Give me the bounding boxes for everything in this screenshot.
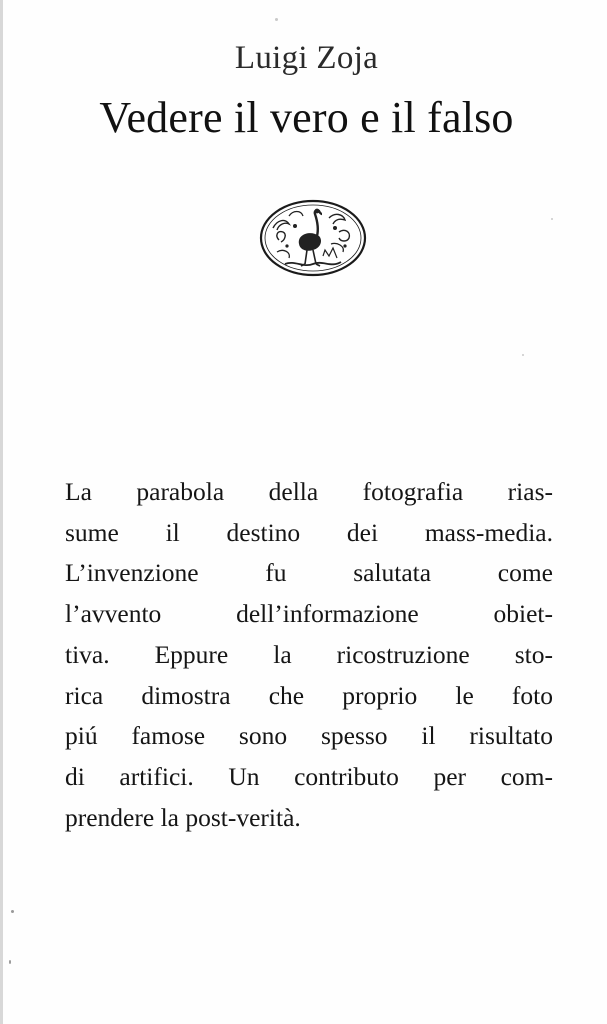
blurb-text bbox=[65, 472, 553, 838]
blurb-line: L’invenzione fu salutata come bbox=[65, 558, 553, 588]
author-name: Luigi Zoja bbox=[234, 40, 379, 76]
einaudi-ostrich-emblem-icon bbox=[259, 198, 367, 278]
blurb-line: tiva. Eppure la ricostruzione sto- bbox=[65, 639, 553, 669]
blurb-line: rica dimostra che proprio le foto bbox=[65, 680, 553, 710]
blurb-line: sume il destino dei mass-media. bbox=[65, 517, 553, 547]
blurb-line: di artifici. Un contributo per com- bbox=[65, 761, 553, 791]
blurb-line: l’avvento dell’informazione obiet- bbox=[65, 599, 553, 629]
book-title: Vedere il vero e il falso bbox=[99, 93, 514, 142]
blurb-line: La parabola della fotografia rias- bbox=[65, 477, 553, 506]
blurb-line: prendere la post-verità. bbox=[65, 802, 301, 832]
blurb-line: piú famose sono spesso il risultato bbox=[65, 721, 553, 751]
